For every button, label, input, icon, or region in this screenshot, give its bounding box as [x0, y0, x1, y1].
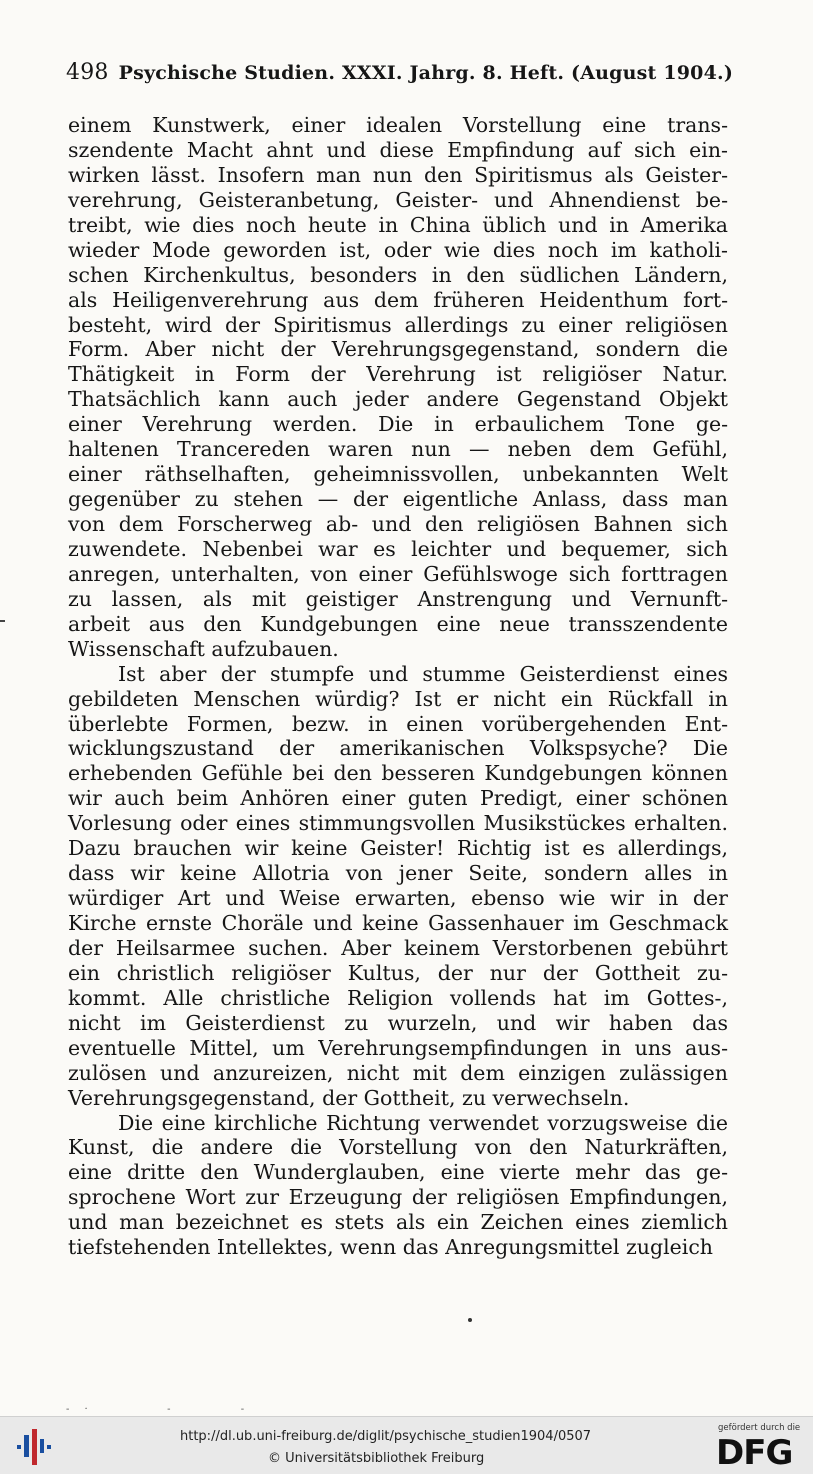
text-line: Kunst, die andere die Vorstellung von den Naturkräften,	[68, 1135, 728, 1160]
text-line: Kirche ernste Choräle und keine Gassenhauer im Geschmack	[68, 911, 728, 935]
text-line: sprochene Wort zur Erzeugung der religiösen Empfindungen,	[68, 1185, 728, 1210]
text-line: der Heilsarmee suchen. Aber keinem Verstorbenen gebührt	[68, 935, 728, 960]
body-text	[68, 113, 728, 1260]
text-line: Dazu brauchen wir keine Geister! Richtig ist es allerdings,	[68, 836, 728, 861]
copyright-notice: © Universitätsbibliothek Freiburg	[268, 1451, 485, 1466]
text-line: Ist aber der stumpfe und stumme Geisterdienst eines	[118, 661, 728, 686]
text-line: einer räthselhaften, geheimnissvollen, unbekannten Welt	[68, 462, 728, 487]
text-line: zuwendete. Nebenbei war es leichter und bequemer, sich	[68, 536, 728, 561]
paragraph	[68, 1111, 728, 1261]
text-line: Wissenschaft aufzubauen.	[68, 636, 339, 661]
text-line: wicklungszustand der amerikanischen Volkspsyche? Die	[68, 736, 728, 761]
text-line: wirken lässt. Insofern man nun den Spiritismus als Geister-	[68, 162, 728, 187]
running-title: Psychische Studien. XXXI. Jahrg. 8. Heft. (August 1904.)	[118, 62, 734, 84]
dfg-caption: gefördert durch die	[718, 1423, 801, 1433]
text-line: eventuelle Mittel, um Verehrungsempfindungen in uns aus-	[68, 1035, 728, 1060]
text-line: besteht, wird der Spiritismus allerdings zu einer religiösen	[68, 312, 728, 337]
text-line: anregen, unterhalten, von einer Gefühlswoge sich forttragen	[68, 561, 728, 586]
text-line: gebildeten Menschen würdig? Ist er nicht ein Rückfall in	[68, 686, 728, 711]
text-line: von dem Forscherweg ab- und den religiösen Bahnen sich	[68, 512, 728, 536]
text-line: wieder Mode geworden ist, oder wie dies noch im katholi-	[68, 237, 728, 262]
text-line: Vorlesung oder eines stimmungsvollen Musikstückes erhalten.	[68, 811, 728, 836]
text-line: würdiger Art und Weise erwarten, ebenso wie wir in der	[68, 886, 728, 911]
running-header	[66, 60, 734, 92]
text-line: schen Kirchenkultus, besonders in den südlichen Ländern,	[68, 262, 728, 287]
text-line: Thätigkeit in Form der Verehrung ist religiöser Natur.	[68, 362, 728, 387]
text-line: kommt. Alle christliche Religion vollends hat im Gottes-,	[68, 985, 728, 1010]
text-line: zulösen und anzureizen, nicht mit dem einzigen zulässigen	[68, 1060, 728, 1085]
text-line: einem Kunstwerk, einer idealen Vorstellung eine trans-	[68, 113, 728, 137]
paragraph	[68, 662, 728, 1111]
text-line: eine dritte den Wunderglauben, eine vierte mehr das ge-	[68, 1160, 728, 1185]
ink-speck	[468, 1318, 472, 1322]
text-line: tiefstehenden Intellektes, wenn das Anregungsmittel zugleich	[68, 1235, 713, 1260]
viewer-footer	[0, 1416, 813, 1474]
text-line: szendente Macht ahnt und diese Empfindung auf sich ein-	[68, 137, 728, 162]
text-line: und man bezeichnet es stets als ein Zeichen eines ziemlich	[68, 1210, 728, 1235]
text-line: ein christlich religiöser Kultus, der nur der Gottheit zu-	[68, 960, 728, 985]
text-line: als Heiligenverehrung aus dem früheren Heidenthum fort-	[68, 287, 728, 312]
text-line: Verehrungsgegenstand, der Gottheit, zu verwechseln.	[68, 1085, 630, 1110]
text-line: erhebenden Gefühle bei den besseren Kundgebungen können	[68, 761, 728, 786]
page-number: 498	[66, 60, 109, 85]
text-line: Die eine kirchliche Richtung verwendet vorzugsweise die	[118, 1110, 728, 1135]
text-line: Thatsächlich kann auch jeder andere Gegenstand Objekt	[68, 387, 728, 412]
permalink-url[interactable]: http://dl.ub.uni-freiburg.de/diglit/psychische_studien1904/0507	[180, 1429, 592, 1444]
text-line: wir auch beim Anhören einer guten Predigt, einer schönen	[68, 786, 728, 811]
scan-artifact: - · - -	[66, 1404, 251, 1415]
margin-mark	[0, 620, 5, 622]
text-line: haltenen Trancereden waren nun — neben dem Gefühl,	[68, 437, 728, 462]
text-line: einer Verehrung werden. Die in erbaulichem Tone ge-	[68, 412, 728, 437]
text-line: Form. Aber nicht der Verehrungsgegenstand, sondern die	[68, 337, 728, 362]
text-line: überlebte Formen, bezw. in einen vorübergehenden Ent-	[68, 711, 728, 736]
text-line: arbeit aus den Kundgebungen eine neue transszendente	[68, 611, 728, 636]
ub-freiburg-logo-icon[interactable]	[14, 1425, 54, 1467]
text-line: dass wir keine Allotria von jener Seite, sondern alles in	[68, 861, 728, 886]
text-line: verehrung, Geisteranbetung, Geister- und Ahnendienst be-	[68, 187, 728, 212]
text-line: zu lassen, als mit geistiger Anstrengung und Vernunft-	[68, 586, 728, 611]
text-line: nicht im Geisterdienst zu wurzeln, und wir haben das	[68, 1010, 728, 1035]
text-line: gegenüber zu stehen — der eigentliche Anlass, dass man	[68, 487, 728, 512]
paragraph	[68, 113, 728, 662]
dfg-logo[interactable]: DFG	[716, 1433, 793, 1473]
text-line: treibt, wie dies noch heute in China üblich und in Amerika	[68, 212, 728, 237]
